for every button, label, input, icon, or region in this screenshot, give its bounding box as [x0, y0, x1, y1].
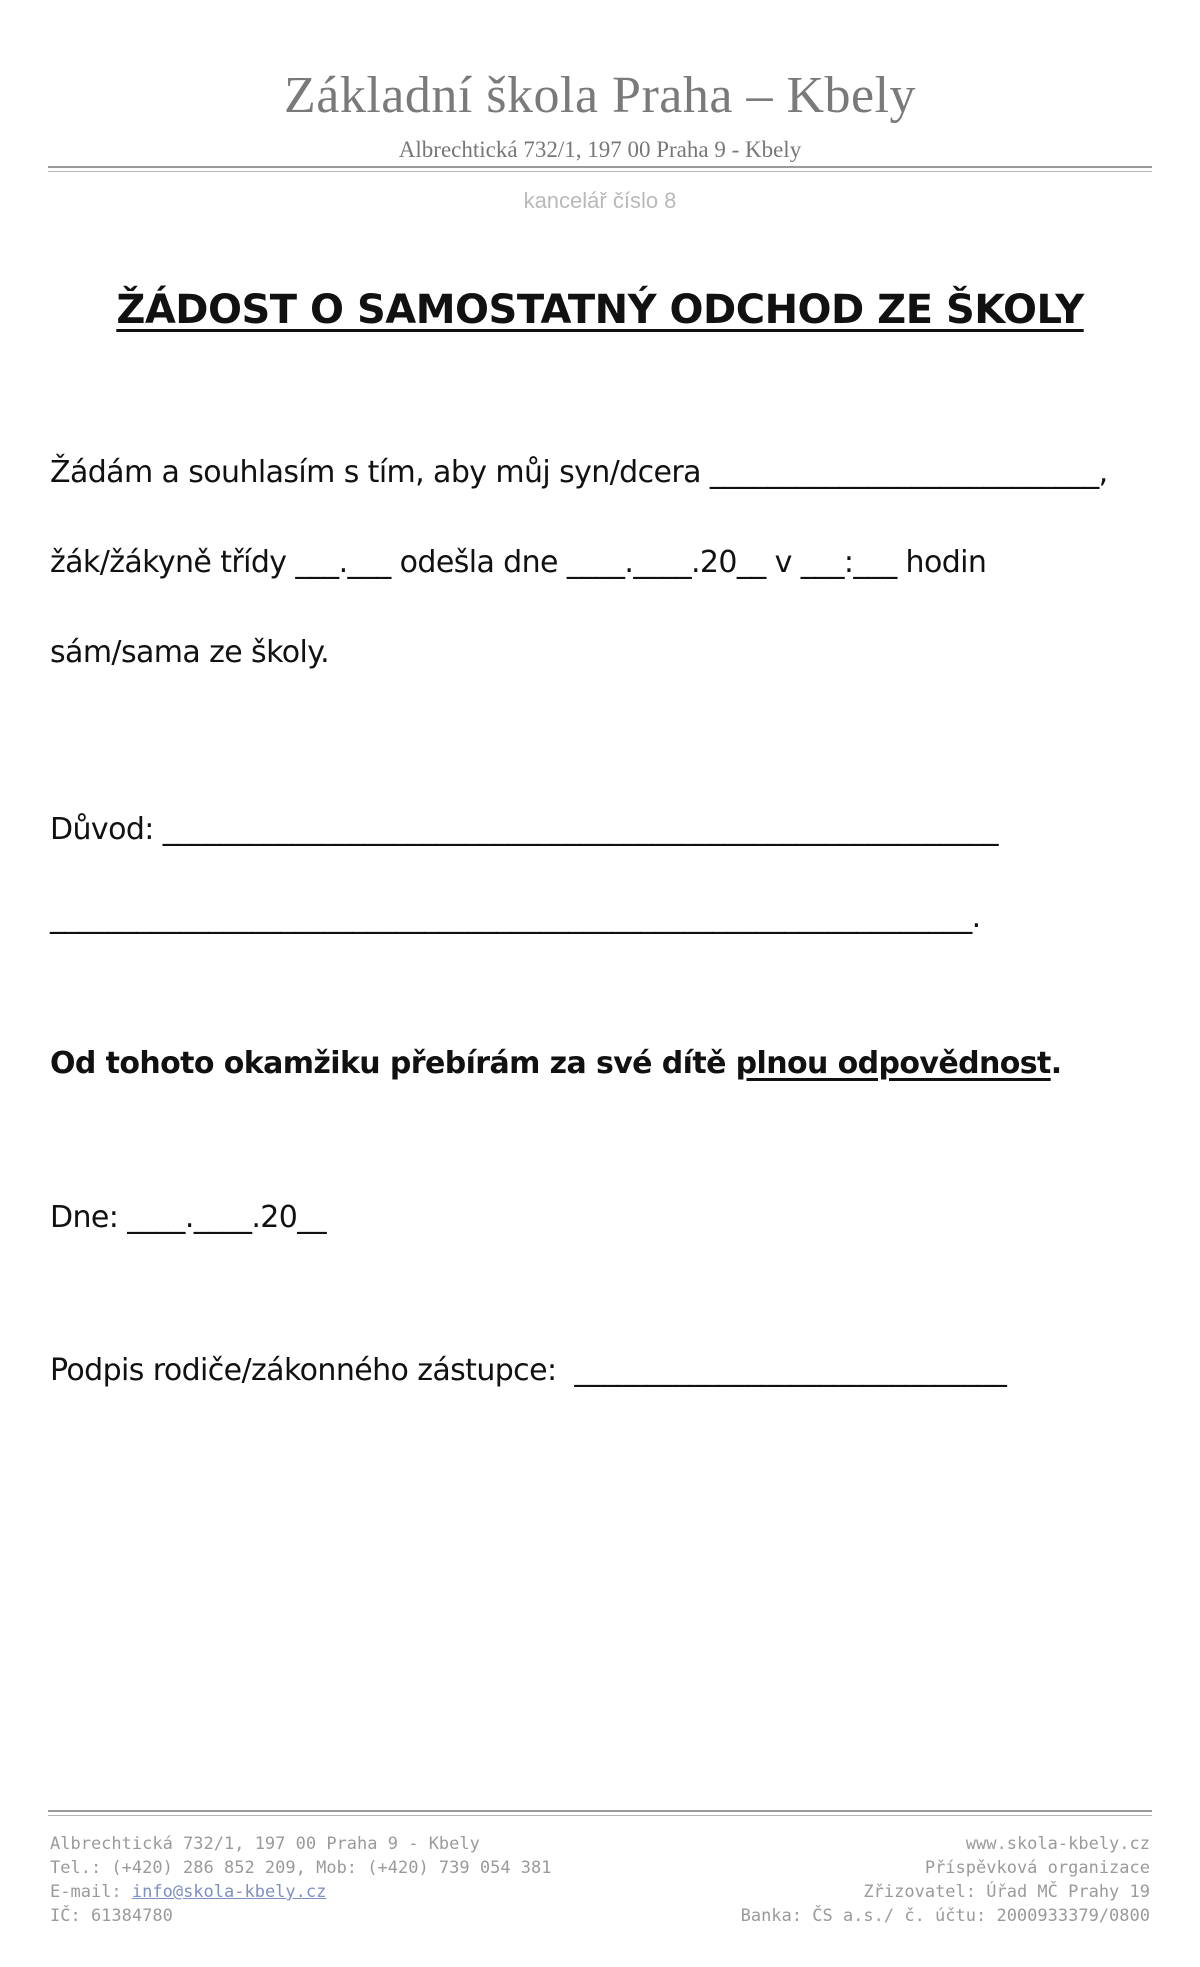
- footer-email-row: [50, 1880, 552, 1904]
- request-line-2: žák/žákyně třídy ___.___ odešla dne ____.____.20__ v ___:___ hodin: [50, 545, 987, 580]
- footer-left: [50, 1832, 552, 1928]
- statement-prefix: Od tohoto okamžiku přebírám za své dítě: [50, 1046, 736, 1081]
- footer-founder: Zřizovatel: Úřad MČ Prahy 19: [863, 1882, 1150, 1902]
- footer-phone: Tel.: (+420) 286 852 209, Mob: (+420) 739 054 381: [50, 1858, 552, 1878]
- date-line: Dne: ____.____.20__: [50, 1200, 327, 1235]
- footer-org-type: Příspěvková organizace: [924, 1858, 1150, 1878]
- footer-address: Albrechtická 732/1, 197 00 Praha 9 - Kbely: [50, 1834, 480, 1854]
- footer-ic: IČ: 61384780: [50, 1906, 173, 1926]
- office-number: kancelář číslo 8: [523, 188, 677, 213]
- footer-email-label: E-mail:: [50, 1882, 132, 1902]
- document-title-text: ŽÁDOST O SAMOSTATNÝ ODCHOD ZE ŠKOLY: [116, 287, 1084, 333]
- responsibility-statement: [50, 1046, 1150, 1081]
- document-title: [0, 287, 1200, 333]
- request-line-1: Žádám a souhlasím s tím, aby můj syn/dcera ___________________________,: [50, 455, 1108, 490]
- statement-emphasis: plnou odpovědnost: [735, 1046, 1051, 1081]
- footer-divider: [48, 1810, 1152, 1816]
- header-divider: [48, 166, 1152, 172]
- reason-line-2: ________________________________________________________________.: [50, 900, 981, 935]
- footer-right: [741, 1832, 1150, 1928]
- request-line-3: sám/sama ze školy.: [50, 635, 330, 670]
- footer-web: www.skola-kbely.cz: [965, 1834, 1150, 1854]
- statement-suffix: .: [1050, 1046, 1062, 1081]
- signature-line: Podpis rodiče/zákonného zástupce: ______________________________: [50, 1353, 1007, 1388]
- reason-line-1: Důvod: __________________________________________________________: [50, 812, 998, 847]
- footer-email-link[interactable]: info@skola-kbely.cz: [131, 1882, 327, 1902]
- footer-bank: Banka: ČS a.s./ č. účtu: 2000933379/0800: [740, 1906, 1150, 1926]
- school-name: Základní škola Praha – Kbely: [283, 67, 917, 124]
- school-address: Albrechtická 732/1, 197 00 Praha 9 - Kbely: [398, 137, 802, 162]
